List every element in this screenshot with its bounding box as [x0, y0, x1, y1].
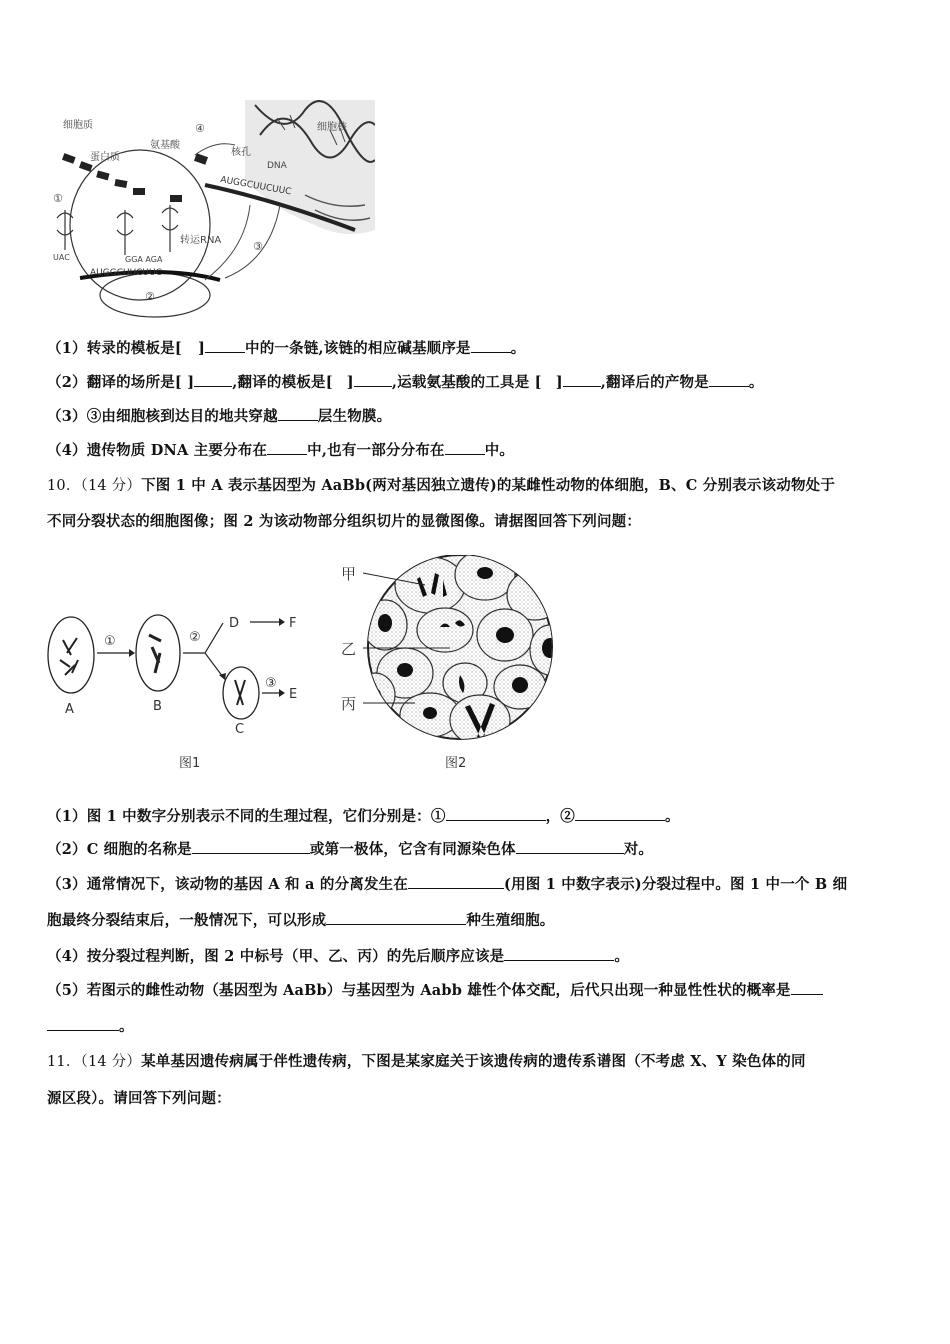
fig2-label-yi: 乙 [341, 640, 357, 658]
q9-p1-c: 中的一条链,该链的相应碱基顺序是 [245, 340, 471, 357]
q10-part1 [47, 805, 680, 826]
q10-stem1: 下图 1 中 A 表示基因型为 AaBb(两对基因独立遗传)的某雌性动物的体细胞，B、C 分别表示该动物处于 [141, 477, 836, 494]
q10-p2-c: 对。 [623, 841, 654, 858]
q10-part3-cont [47, 909, 555, 930]
q9-p2-e: ] [555, 374, 563, 391]
q9-p1-b: ] [197, 340, 206, 357]
q9-p4-c: 中。 [484, 442, 515, 459]
blank[interactable] [709, 372, 749, 387]
label-protein: 蛋白质 [90, 152, 120, 163]
q9-p3-b: 层生物膜。 [317, 408, 392, 425]
q11-stem2: 源区段）。请回答下列问题： [47, 1090, 231, 1107]
q10-p4-b: 。 [614, 948, 630, 965]
q10-part5-cont [47, 1015, 134, 1036]
q11-stem1: 某单基因遗传病属于伴性遗传病，下图是某家庭关于该遗传病的遗传系谱图（不考虑 X、Y 染色体的同 [141, 1053, 806, 1070]
blank[interactable] [267, 440, 307, 455]
blank[interactable] [575, 806, 665, 821]
q9-part4 [47, 439, 514, 460]
transcription-translation-figure [45, 100, 375, 320]
q10-p2-b: 或第一极体，它含有同源染色体 [309, 841, 516, 858]
label-mrna-top: AUGGCUUCUUC [219, 175, 293, 198]
q9-p3-a: （3）③由细胞核到达目的地共穿越 [47, 408, 278, 425]
label-uac: UAC [53, 253, 70, 262]
label-nucleus: 细胞核 [317, 122, 347, 133]
figure-2-micrograph [335, 555, 565, 775]
q9-p2-a: （2）翻译的场所是[ ] [47, 374, 195, 391]
blank[interactable] [504, 946, 614, 961]
q9-p2-b: ,翻译的模板是[ [232, 374, 333, 391]
fig1-label-a: A [65, 702, 74, 717]
fig1-label-b: B [153, 699, 162, 714]
q10-stem2: 不同分裂状态的细胞图像；图 2 为该动物部分组织切片的显微图像。请据图回答下列问题： [47, 513, 642, 530]
q10-p3b-b: 种生殖细胞。 [466, 912, 555, 929]
q9-part2 [47, 371, 764, 392]
q10-p3-b: (用图 1 中数字表示)分裂过程中。图 1 中一个 B 细 [504, 876, 848, 893]
q10-stem-line2 [47, 510, 641, 531]
q10-p3b-a: 胞最终分裂结束后，一般情况下，可以形成 [47, 912, 327, 929]
blank[interactable] [563, 372, 601, 387]
q9-p4-b: 中,也有一部分分布在 [307, 442, 445, 459]
blank[interactable] [192, 839, 310, 854]
q10-p5b-b: 。 [119, 1018, 134, 1035]
q10-number: 10．（14 分） [47, 478, 142, 494]
label-num4: ④ [195, 122, 205, 135]
label-mrna-bottom: AUGGCUUCUUC [90, 268, 162, 278]
blank[interactable] [446, 806, 546, 821]
blank[interactable] [471, 338, 511, 353]
q10-p2-a: （2）C 细胞的名称是 [47, 841, 192, 858]
fig2-caption: 图2 [445, 756, 467, 771]
q10-p1-a: （1）图 1 中数字分别表示不同的生理过程，它们分别是：① [47, 808, 446, 825]
fig1-label-n2: ② [189, 630, 201, 645]
q9-part3 [47, 405, 391, 426]
q9-p2-g: 。 [748, 374, 764, 391]
q11-number: 11．（14 分） [47, 1054, 142, 1070]
label-dna: DNA [267, 161, 287, 171]
q10-part3 [47, 873, 847, 894]
blank[interactable] [194, 372, 232, 387]
q10-p1-b: ，② [545, 808, 575, 825]
fig1-label-n3: ③ [265, 676, 277, 691]
blank[interactable] [791, 980, 823, 995]
blank[interactable] [354, 372, 392, 387]
q9-p2-f: ,翻译后的产物是 [600, 374, 709, 391]
q10-part5 [47, 979, 823, 1000]
q9-p1-a: （1）转录的模板是[ [47, 340, 182, 357]
fig1-label-e: E [289, 687, 298, 702]
fig1-label-c: C [235, 722, 245, 737]
q10-p5-a: （5）若图示的雌性动物（基因型为 AaBb）与基因型为 Aabb 雄性个体交配，后代只出现一种显性性状的概率是 [47, 982, 791, 999]
fig1-label-f: F [289, 616, 297, 631]
label-pore: 核孔 [231, 147, 251, 158]
q10-p3-a: （3）通常情况下，该动物的基因 A 和 a 的分离发生在 [47, 876, 409, 893]
fig2-label-bing: 丙 [341, 695, 357, 713]
fig2-label-jia: 甲 [341, 565, 357, 583]
label-cytoplasm: 细胞质 [63, 120, 93, 131]
label-amino-acid: 氨基酸 [150, 140, 180, 151]
q9-p1-d: 。 [510, 340, 526, 357]
q9-p2-d: ,运载氨基酸的工具是 [ [391, 374, 542, 391]
blank[interactable] [278, 406, 318, 421]
fig1-label-d: D [229, 616, 240, 631]
q9-part1 [47, 337, 525, 358]
label-anticodons: GGA AGA [125, 255, 163, 264]
blank[interactable] [47, 1016, 119, 1031]
blank[interactable] [445, 440, 485, 455]
label-trna: 转运RNA [180, 235, 222, 246]
q10-p1-c: 。 [664, 808, 680, 825]
label-num1: ① [53, 192, 63, 205]
fig1-label-n1: ① [104, 634, 116, 649]
q10-part4 [47, 945, 629, 966]
fig1-caption: 图1 [179, 756, 201, 771]
label-num3: ③ [253, 240, 263, 253]
blank[interactable] [326, 910, 466, 925]
q10-stem-line1 [47, 474, 835, 495]
blank[interactable] [516, 839, 624, 854]
blank[interactable] [205, 338, 245, 353]
q11-stem-line1 [47, 1050, 806, 1071]
blank[interactable] [408, 874, 504, 889]
q10-p4-a: （4）按分裂过程判断，图 2 中标号（甲、乙、丙）的先后顺序应该是 [47, 948, 505, 965]
q10-part2 [47, 838, 653, 859]
q9-p4-a: （4）遗传物质 DNA 主要分布在 [47, 442, 268, 459]
label-num2: ② [145, 290, 155, 303]
figure-1-cell-division [45, 605, 310, 775]
q11-stem-line2 [47, 1087, 231, 1108]
q9-p2-c: ] [346, 374, 354, 391]
